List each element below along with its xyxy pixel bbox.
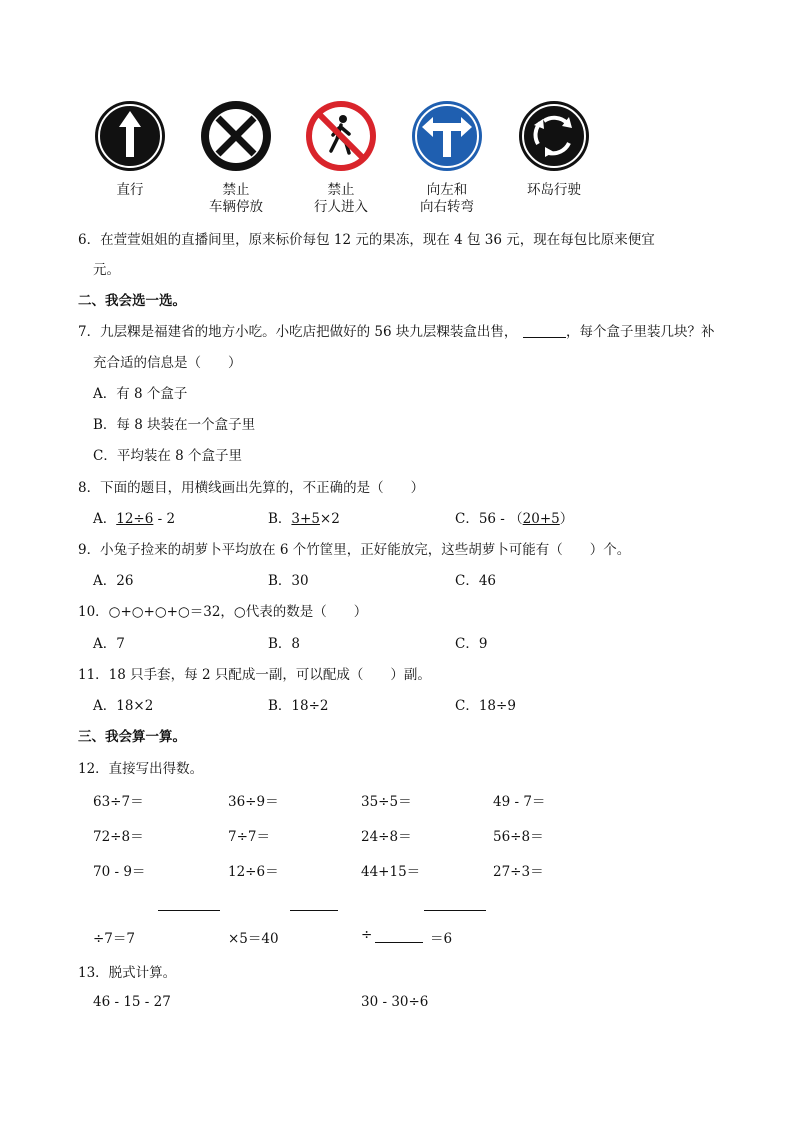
sign-caption-turn: 向左和 向右转弯 bbox=[420, 182, 474, 215]
q12-stem: 12．直接写出得数。 bbox=[78, 761, 204, 777]
no-pedestrians-sign-icon bbox=[304, 99, 378, 173]
q12-item: 35÷5＝ bbox=[361, 794, 412, 810]
q10-stem: 10．○+○+○+○＝32，○代表的数是（ ） bbox=[78, 604, 368, 620]
q11-stem: 11．18 只手套，每 2 只配成一副，可以配成（ ）副。 bbox=[78, 667, 431, 683]
q9-stem: 9．小兔子捡来的胡萝卜平均放在 6 个竹筐里，正好能放完，这些胡萝卜可能有（ ）个。 bbox=[78, 542, 631, 558]
q10-option-b: B．8 bbox=[268, 636, 301, 652]
q7-option-b: B．每 8 块装在一个盒子里 bbox=[93, 417, 256, 433]
q8-stem: 8．下面的题目，用横线画出先算的，不正确的是（ ） bbox=[78, 480, 425, 496]
q8-option-c: C．56 - （20+5） bbox=[455, 511, 574, 527]
q12-item: 72÷8＝ bbox=[93, 829, 144, 845]
q12-item: 56÷8＝ bbox=[493, 829, 544, 845]
section-2-heading: 二、我会选一选。 bbox=[78, 293, 186, 309]
q12-item: 24÷8＝ bbox=[361, 829, 412, 845]
q7-line2: 充合适的信息是（ ） bbox=[93, 355, 242, 371]
q12-item: 7÷7＝ bbox=[228, 829, 270, 845]
fill-blank-4[interactable] bbox=[375, 942, 423, 943]
sign-caption-straight: 直行 bbox=[116, 182, 144, 198]
q6-line1: 6．在萱萱姐姐的直播间里，原来标价每包 12 元的果冻，现在 4 包 36 元，现在每包比原来便宜 bbox=[78, 232, 655, 248]
q11-option-c: C．18÷9 bbox=[455, 698, 516, 714]
q12-item: 12÷6＝ bbox=[228, 864, 279, 880]
fill-blank-1[interactable] bbox=[158, 910, 220, 911]
q12-item: 49 - 7＝ bbox=[493, 794, 546, 810]
sign-caption-roundabout: 环岛行驶 bbox=[527, 182, 581, 198]
q6-line2: 元。 bbox=[93, 262, 120, 278]
q9-option-b: B．30 bbox=[268, 573, 309, 589]
no-parking-sign-icon bbox=[199, 99, 273, 173]
q11-option-a: A．18×2 bbox=[93, 698, 154, 714]
fill-item-3-start: ÷ bbox=[361, 927, 373, 943]
section-3-heading: 三、我会算一算。 bbox=[78, 729, 186, 745]
sign-caption-no-pedestrians: 禁止 行人进入 bbox=[314, 182, 368, 215]
q13-item-1: 46 - 15 - 27 bbox=[93, 994, 171, 1010]
q12-item: 70 - 9＝ bbox=[93, 864, 146, 880]
q10-option-a: A．7 bbox=[93, 636, 125, 652]
q12-item: 44+15＝ bbox=[361, 864, 421, 880]
q8-option-a: A．12÷6 - 2 bbox=[93, 511, 176, 527]
q12-item: 36÷9＝ bbox=[228, 794, 279, 810]
straight-ahead-sign-icon bbox=[93, 99, 167, 173]
fill-item-2: ×5＝40 bbox=[228, 931, 279, 947]
q9-option-a: A．26 bbox=[93, 573, 134, 589]
q9-option-c: C．46 bbox=[455, 573, 497, 589]
turn-left-right-sign-icon bbox=[410, 99, 484, 173]
fill-item-1: ÷7＝7 bbox=[93, 931, 135, 947]
fill-blank-2[interactable] bbox=[290, 910, 338, 911]
q8-option-b: B．3+5×2 bbox=[268, 511, 340, 527]
q13-item-2: 30 - 30÷6 bbox=[361, 994, 429, 1010]
q11-option-b: B．18÷2 bbox=[268, 698, 329, 714]
q12-item: 63÷7＝ bbox=[93, 794, 144, 810]
roundabout-sign-icon bbox=[517, 99, 591, 173]
q7-option-c: C．平均装在 8 个盒子里 bbox=[93, 448, 243, 464]
fill-item-3-end: ＝6 bbox=[430, 931, 453, 947]
q12-item: 27÷3＝ bbox=[493, 864, 544, 880]
sign-caption-no-parking: 禁止 车辆停放 bbox=[209, 182, 263, 215]
fill-blank-3[interactable] bbox=[424, 910, 486, 911]
q7-option-a: A．有 8 个盒子 bbox=[93, 386, 188, 402]
q10-option-c: C．9 bbox=[455, 636, 488, 652]
q7-line1-start: 7．九层粿是福建省的地方小吃。小吃店把做好的 56 块九层粿装盒出售， bbox=[78, 324, 518, 340]
q13-stem: 13．脱式计算。 bbox=[78, 965, 177, 981]
q7-blank[interactable] bbox=[523, 337, 566, 338]
q7-line1-end: ，每个盒子里装几块？补 bbox=[566, 324, 715, 340]
